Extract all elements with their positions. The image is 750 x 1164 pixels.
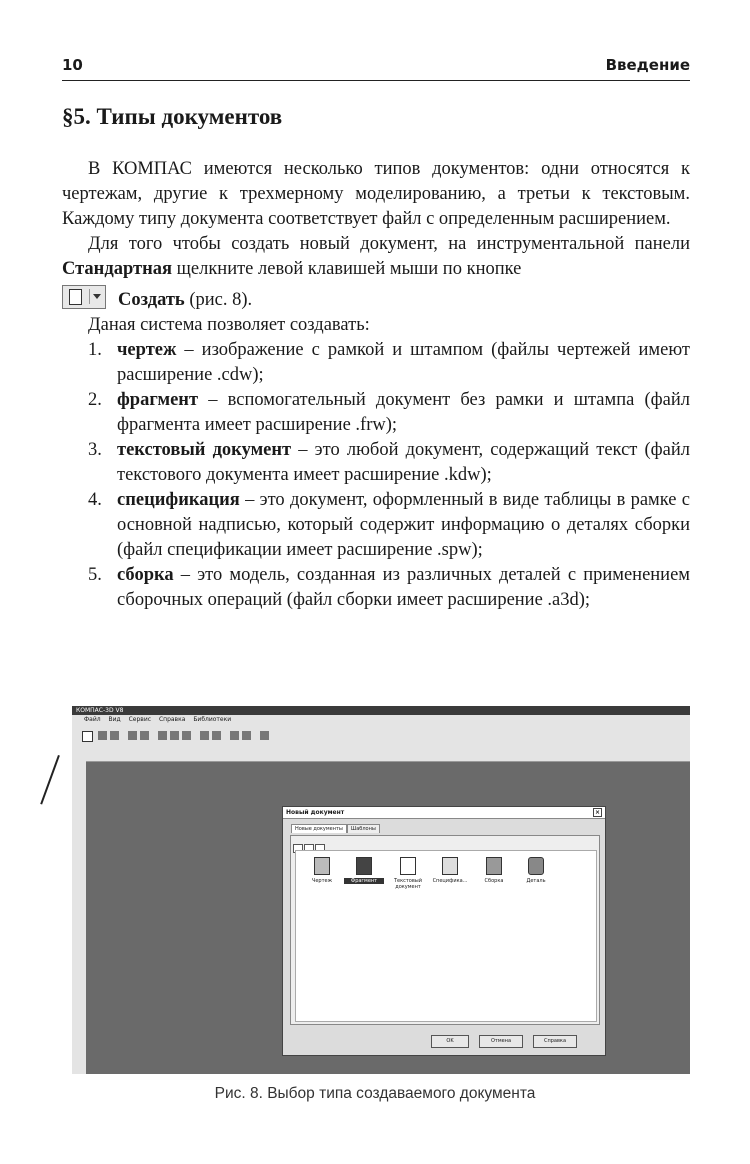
list-number: 4.	[88, 490, 102, 510]
text-run: Для того чтобы создать новый документ, на инструментальной панели	[88, 234, 690, 254]
chapter-title: §5. Типы документов	[62, 104, 283, 129]
paragraph	[62, 285, 690, 313]
dialog-title: Новый документ	[286, 809, 345, 816]
text-document-icon	[400, 857, 416, 875]
list-text: – вспомогательный документ без рамки и штампа (файл фрагмента имеет расширение .frw);	[117, 390, 690, 435]
list-item	[62, 338, 690, 388]
help-button[interactable]: Справка	[533, 1035, 577, 1048]
list-term: чертеж	[117, 340, 177, 360]
paste-icon[interactable]	[182, 731, 191, 740]
menu-bar	[72, 715, 690, 725]
list-number: 2.	[88, 390, 102, 410]
preview-icon[interactable]	[140, 731, 149, 740]
tab-templates[interactable]: Шаблоны	[347, 824, 380, 833]
list-term: спецификация	[117, 490, 240, 510]
dialog-tabs	[291, 824, 380, 833]
create-document-icon	[62, 285, 106, 309]
redo-icon[interactable]	[212, 731, 221, 740]
menu-item-help[interactable]: Справка	[158, 716, 186, 723]
bold-term: Стандартная	[62, 259, 172, 279]
list-term: фрагмент	[117, 390, 199, 410]
doc-type-label: Фрагмент	[344, 878, 384, 884]
assembly-icon	[486, 857, 502, 875]
section-title: Введение	[605, 56, 690, 74]
fragment-icon	[356, 857, 372, 875]
tab-new-documents[interactable]: Новые документы	[291, 824, 347, 833]
part-icon	[528, 857, 544, 875]
doc-type-label: Сборка	[484, 878, 504, 884]
new-document-dialog	[282, 806, 606, 1056]
paragraph: Даная система позволяет создавать:	[88, 315, 370, 335]
page-number: 10	[62, 56, 83, 74]
doc-type-part[interactable]	[516, 857, 556, 884]
doc-type-text-document[interactable]	[388, 857, 428, 890]
list-term: сборка	[117, 565, 174, 585]
list-item	[62, 438, 690, 488]
menu-item-service[interactable]: Сервис	[128, 716, 152, 723]
specification-icon	[442, 857, 458, 875]
copy-icon[interactable]	[170, 731, 179, 740]
doc-type-assembly[interactable]	[474, 857, 514, 884]
menu-item-file[interactable]: Файл	[84, 716, 101, 723]
ok-button[interactable]: OK	[431, 1035, 469, 1048]
list-number: 5.	[88, 565, 102, 585]
pointer-line	[40, 755, 60, 805]
list-item	[62, 488, 690, 563]
left-panel	[72, 761, 86, 1074]
list-text: – это документ, оформленный в виде таблицы в рамке с основной надписью, который содержит информацию о деталях сборки (файл спецификации имеет расширение .spw);	[117, 490, 690, 560]
standard-toolbar	[72, 725, 690, 762]
close-icon[interactable]: ×	[594, 809, 601, 816]
figure-caption: Рис. 8. Выбор типа создаваемого документа	[214, 1085, 536, 1102]
list-item	[62, 563, 690, 613]
figure-screenshot	[72, 706, 690, 1074]
page-header	[62, 56, 690, 81]
help-icon[interactable]	[260, 731, 269, 740]
doc-type-label: Специфика...	[432, 878, 468, 884]
new-document-icon[interactable]	[82, 731, 93, 742]
list-text: – это любой документ, содержащий текст (файл текстового документа имеет расширение .kdw);	[117, 440, 690, 485]
tab-pane	[290, 835, 600, 1025]
app-titlebar: КОМПАС-3D V8	[72, 706, 690, 715]
paragraph	[62, 232, 690, 282]
doc-type-label: Текстовый документ	[393, 878, 422, 890]
document-type-list	[295, 850, 597, 1022]
text-run: щелкните левой клавишей мыши по кнопке	[172, 259, 522, 279]
body-text	[62, 157, 690, 613]
bold-term: Создать	[118, 290, 185, 310]
doc-type-fragment[interactable]	[344, 857, 384, 884]
print-icon[interactable]	[128, 731, 137, 740]
doc-type-label: Чертеж	[311, 878, 333, 884]
list-text: – это модель, созданная из различных деталей с применением сборочных операций (файл сборки имеет расширение .a3d);	[117, 565, 690, 610]
document-types-list	[62, 338, 690, 613]
doc-type-specification[interactable]	[430, 857, 470, 884]
list-number: 3.	[88, 440, 102, 460]
dialog-titlebar	[283, 807, 605, 819]
list-number: 1.	[88, 340, 102, 360]
list-item	[62, 388, 690, 438]
menu-item-libraries[interactable]: Библиотеки	[193, 716, 232, 723]
list-text: – изображение с рамкой и штампом (файлы чертежей имеют расширение .cdw);	[117, 340, 690, 385]
doc-type-drawing[interactable]	[302, 857, 342, 884]
manager-icon[interactable]	[230, 731, 239, 740]
variables-icon[interactable]	[242, 731, 251, 740]
doc-type-label: Деталь	[526, 878, 546, 884]
open-icon[interactable]	[98, 731, 107, 740]
undo-icon[interactable]	[200, 731, 209, 740]
cancel-button[interactable]: Отмена	[479, 1035, 523, 1048]
paragraph: В КОМПАС имеются несколько типов документов: одни относятся к чертежам, другие к трехмерному моделированию, а третьи к текстовым. Каждому типу документа соответствует файл с определенным расширением.	[62, 159, 690, 229]
text-run: (рис. 8).	[184, 290, 253, 310]
cut-icon[interactable]	[158, 731, 167, 740]
save-icon[interactable]	[110, 731, 119, 740]
drawing-icon	[314, 857, 330, 875]
menu-item-view[interactable]: Вид	[108, 716, 121, 723]
list-term: текстовый документ	[117, 440, 292, 460]
